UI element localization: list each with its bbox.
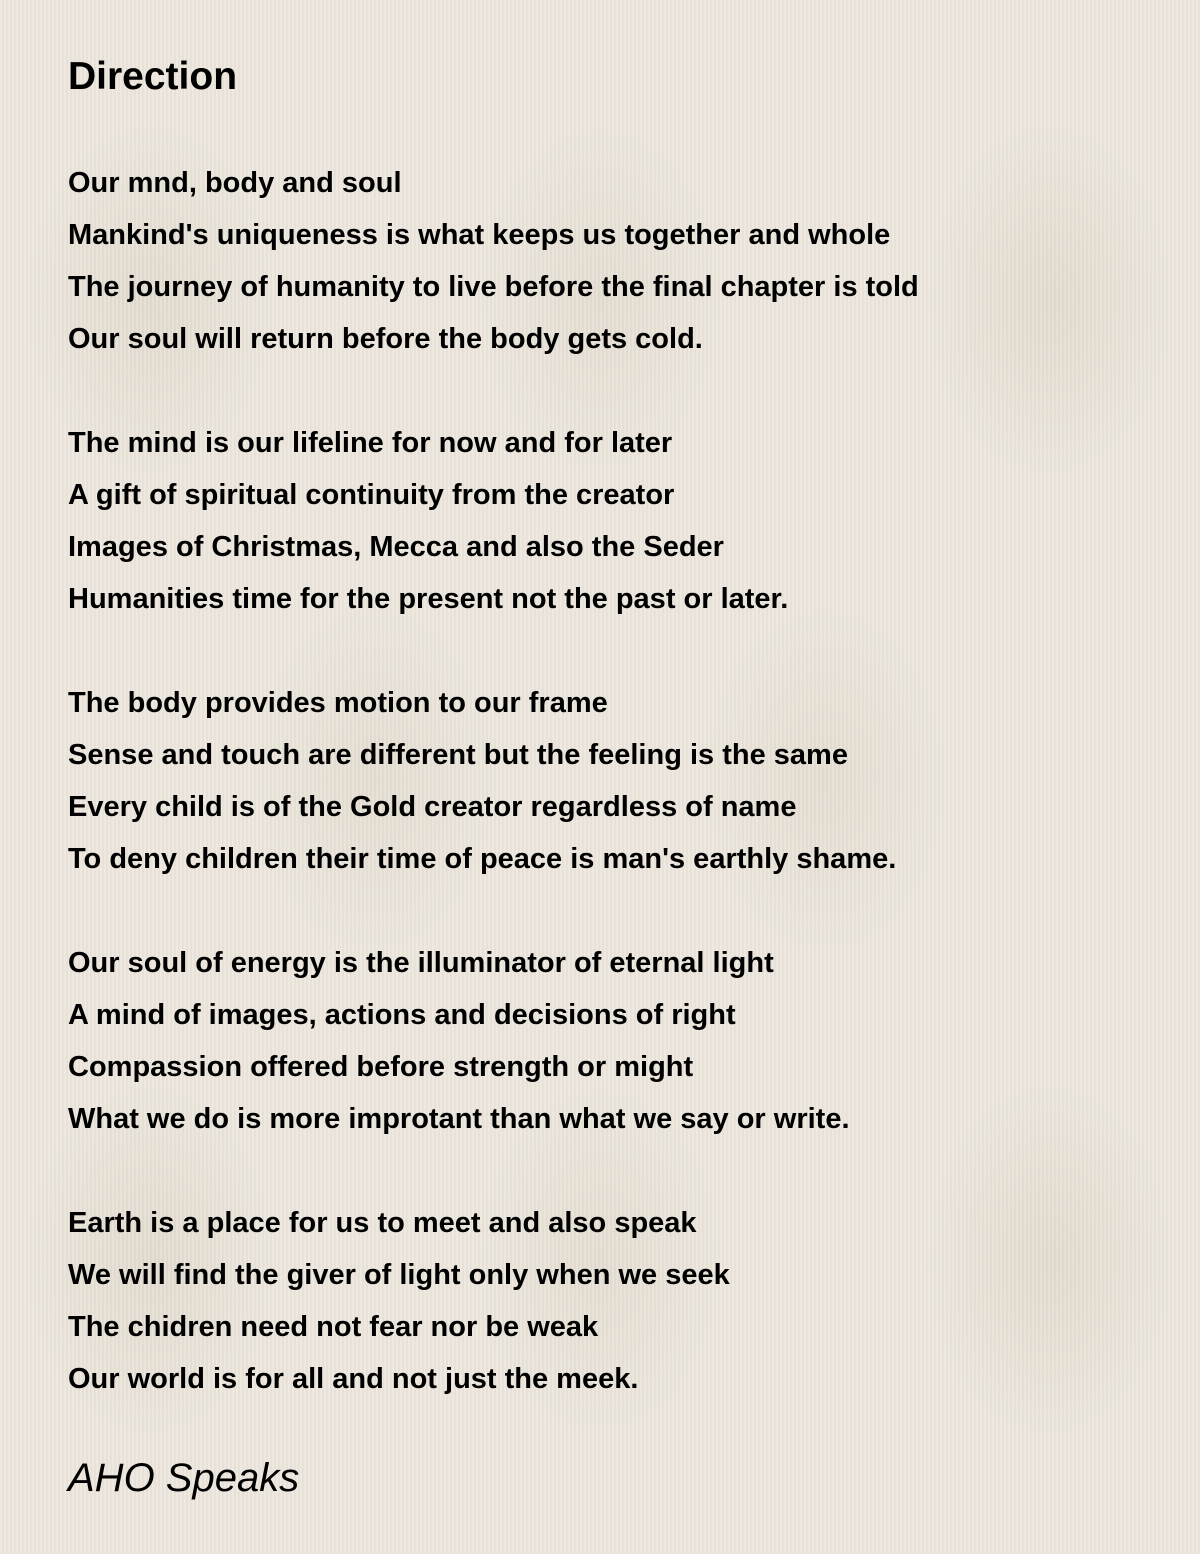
stanza-2: [68, 417, 1168, 625]
poem-line: Sense and touch are different but the feeling is the same: [68, 739, 848, 771]
stanza-3: [68, 677, 1168, 885]
poem-line: Our mnd, body and soul: [68, 167, 402, 199]
poem-line: What we do is more improtant than what we say or write.: [68, 1103, 850, 1135]
poem-line: Earth is a place for us to meet and also speak: [68, 1207, 697, 1239]
poem-author: AHO Speaks: [68, 1456, 300, 1500]
poem-line: A gift of spiritual continuity from the creator: [68, 479, 675, 511]
stanza-4: [68, 937, 1168, 1145]
poem-line: To deny children their time of peace is man's earthly shame.: [68, 843, 897, 875]
poem-line: The journey of humanity to live before the final chapter is told: [68, 271, 919, 303]
poem-container: [68, 54, 1168, 1500]
poem-title: Direction: [68, 55, 238, 98]
poem-line: The chidren need not fear nor be weak: [68, 1311, 599, 1343]
poem-body: [68, 157, 1168, 1405]
poem-line: Mankind's uniqueness is what keeps us together and whole: [68, 219, 891, 251]
poem-line: Our soul of energy is the illuminator of eternal light: [68, 947, 774, 979]
poem-line: We will find the giver of light only when we seek: [68, 1259, 730, 1291]
poem-line: Our world is for all and not just the meek.: [68, 1363, 639, 1395]
poem-line: A mind of images, actions and decisions of right: [68, 999, 736, 1031]
poem-line: The mind is our lifeline for now and for later: [68, 427, 673, 459]
poem-line: The body provides motion to our frame: [68, 687, 608, 719]
stanza-1: [68, 157, 1168, 365]
poem-line: Our soul will return before the body gets cold.: [68, 323, 703, 355]
poem-line: Humanities time for the present not the past or later.: [68, 583, 789, 615]
poem-line: Compassion offered before strength or might: [68, 1051, 694, 1083]
stanza-5: [68, 1197, 1168, 1405]
poem-line: Images of Christmas, Mecca and also the Seder: [68, 531, 724, 563]
poem-line: Every child is of the Gold creator regardless of name: [68, 791, 797, 823]
